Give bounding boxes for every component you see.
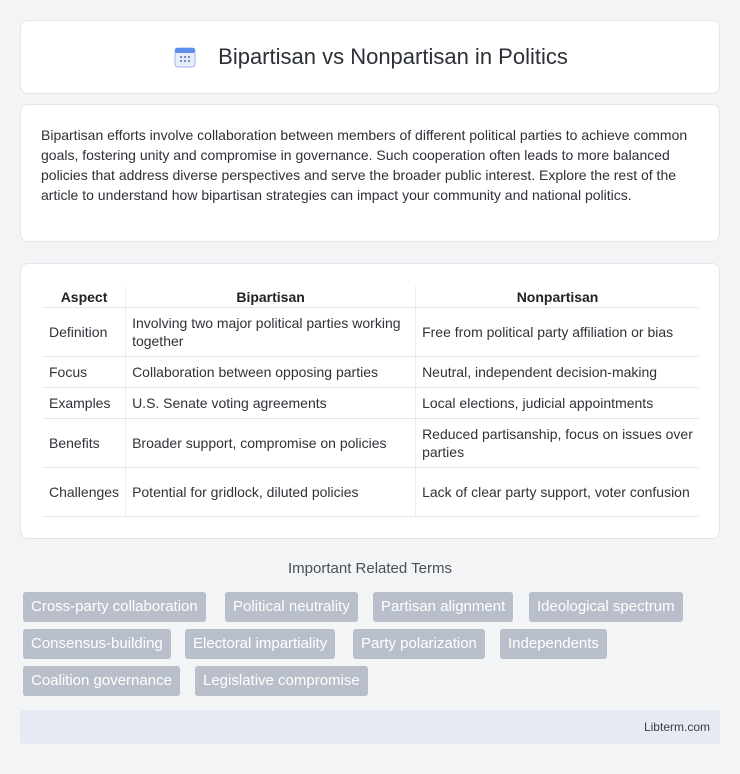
related-term-tag[interactable]: Political neutrality [225,592,358,622]
related-term-tag[interactable]: Coalition governance [23,666,180,696]
cell-aspect: Benefits [43,419,125,468]
related-term-tag[interactable]: Legislative compromise [195,666,368,696]
intro-card [20,104,720,242]
calendar-icon [172,44,198,70]
comparison-table [43,286,699,517]
related-term-tag[interactable]: Consensus-building [23,629,171,659]
table-row [43,388,699,419]
cell-bipartisan: U.S. Senate voting agreements [125,388,415,419]
cell-aspect: Examples [43,388,125,419]
cell-bipartisan: Involving two major political parties working together [125,308,415,357]
title-wrap [172,44,568,70]
cell-bipartisan: Potential for gridlock, diluted policies [125,468,415,517]
cell-aspect: Challenges [43,468,125,517]
comparison-table-card [20,263,720,539]
cell-nonpartisan: Free from political party affiliation or bias [415,308,699,357]
related-term-tag[interactable]: Party polarization [353,629,485,659]
related-term-tag[interactable]: Electoral impartiality [185,629,335,659]
cell-nonpartisan: Local elections, judicial appointments [415,388,699,419]
footer [20,710,720,744]
header-bipartisan: Bipartisan [125,286,415,308]
related-term-tag[interactable]: Independents [500,629,607,659]
header-aspect: Aspect [43,286,125,308]
cell-aspect: Definition [43,308,125,357]
header-card [20,20,720,94]
table-header-row [43,286,699,308]
related-term-tag[interactable]: Partisan alignment [373,592,513,622]
related-terms-title: Important Related Terms [288,560,452,577]
related-term-tag[interactable]: Ideological spectrum [529,592,683,622]
related-term-tag[interactable]: Cross-party collaboration [23,592,206,622]
table-row [43,468,699,517]
table-row [43,419,699,468]
header-nonpartisan: Nonpartisan [415,286,699,308]
cell-aspect: Focus [43,357,125,388]
cell-bipartisan: Collaboration between opposing parties [125,357,415,388]
table-row [43,357,699,388]
cell-nonpartisan: Lack of clear party support, voter confusion [415,468,699,517]
table-row [43,308,699,357]
intro-paragraph: Bipartisan efforts involve collaboration between members of different political parties to achieve common goals, fostering unity and compromise in governance. Such cooperation often leads to more balanced policies that address diverse perspectives and serve the broader public interest. Explore the rest of the article to understand how bipartisan strategies can impact your community and national politics. [41,127,688,203]
cell-bipartisan: Broader support, compromise on policies [125,419,415,468]
footer-brand-link[interactable]: Libterm.com [643,720,710,734]
page-title: Bipartisan vs Nonpartisan in Politics [218,44,568,69]
cell-nonpartisan: Neutral, independent decision-making [415,357,699,388]
cell-nonpartisan: Reduced partisanship, focus on issues over parties [415,419,699,468]
